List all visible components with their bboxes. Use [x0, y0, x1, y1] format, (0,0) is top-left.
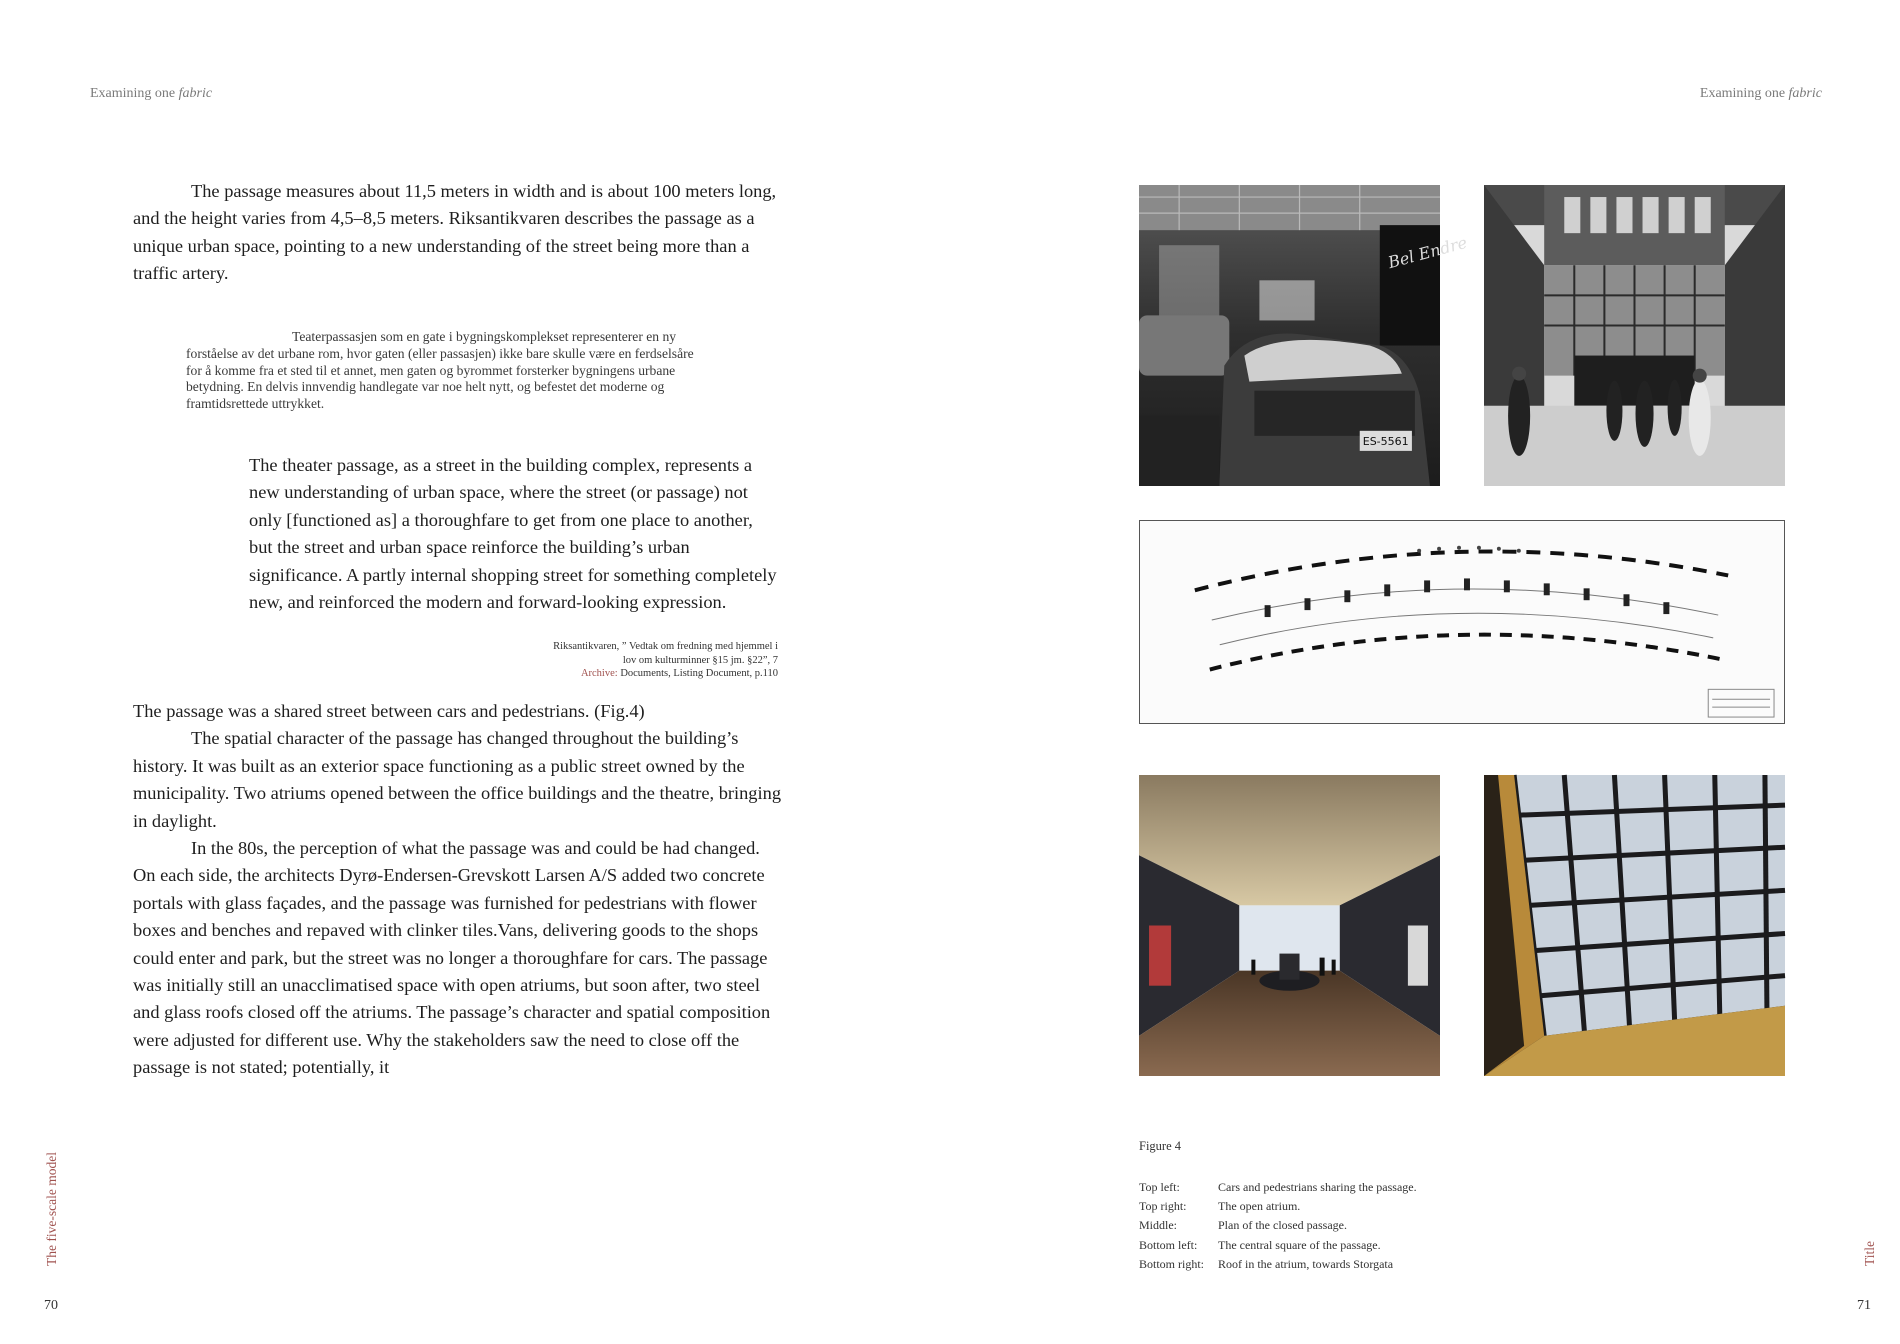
caption-text: Plan of the closed passage.	[1218, 1218, 1347, 1233]
caption-row	[1139, 1216, 1417, 1235]
caption-key: Top left:	[1139, 1180, 1180, 1194]
archive-text: Documents, Listing Document, p.110	[620, 668, 778, 680]
paragraph-text: The passage measures about 11,5 meters in width and is about 100 meters long, and the height varies from 4,5–8,5 meters. Riksantikvaren describes the passage as a unique urban space, pointing to a new understanding of the street being more than a traffic artery.	[133, 181, 777, 284]
photo-atrium-roof	[1484, 775, 1785, 1076]
photo-cars-in-passage	[1139, 185, 1470, 486]
page-number-left: 70	[44, 1298, 58, 1313]
caption-key: Middle:	[1139, 1218, 1177, 1233]
caption-row	[1139, 1236, 1417, 1255]
side-title-right: Title	[1862, 1240, 1877, 1266]
caption-text: Cars and pedestrians sharing the passage.	[1218, 1180, 1417, 1194]
caption-text: The central square of the passage.	[1218, 1237, 1381, 1252]
paragraph-text: In the 80s, the perception of what the passage was and could be had changed. On each side, the architects Dyrø-Endersen-Grevskott Larsen A/S added two concrete portals with glass façades, and the passage was furnished for pedestrians with flower boxes and benches and repaved with clinker tiles.Vans, delivering goods to the shops could enter and park, but the street was no longer a thoroughfare for cars. The passage was initially still an unacclimatised space with open atriums, but soon after, two steel and glass roofs closed off the atriums. The passage’s character and spatial composition were adjusted for different use. Why the stakeholders saw the need to close off the passage is not stated; potentially, it	[133, 838, 771, 1078]
photo-plan-drawing	[1139, 520, 1785, 724]
running-head-right-text: Examining one	[1699, 86, 1786, 101]
archive-label: Archive:	[580, 668, 618, 680]
photo-central-square	[1139, 775, 1440, 1076]
paragraph-text: The passage was a shared street between cars and pedestrians. (Fig.4)	[133, 701, 645, 721]
caption-key: Top right:	[1139, 1199, 1187, 1214]
caption-key: Bottom right:	[1139, 1256, 1205, 1271]
running-head-right	[1700, 86, 1822, 102]
quote-norwegian	[186, 329, 706, 413]
running-head-left	[90, 86, 212, 102]
body-paragraph-2	[133, 698, 783, 1082]
caption-row	[1139, 1178, 1417, 1197]
paragraph-text: The spatial character of the passage has changed throughout the building’s history. It was built as an exterior space functioning as a public street owned by the municipality. Two atriums opened between the office buildings and the theatre, bringing in daylight.	[133, 728, 782, 831]
caption-key: Bottom left:	[1139, 1237, 1198, 1252]
caption-row	[1139, 1255, 1417, 1274]
running-head-right-emphasis: fabric	[1788, 86, 1822, 101]
body-paragraph-1	[133, 178, 783, 288]
photo-open-atrium	[1484, 185, 1785, 486]
caption-row	[1139, 1197, 1417, 1216]
plate-text: ES-5561	[1362, 434, 1409, 448]
running-head-left-emphasis: fabric	[178, 86, 213, 101]
citation-line-2: lov om kulturminner §15 jm. §22”, 7	[622, 654, 778, 666]
quote-english	[249, 452, 779, 616]
citation-line-1: Riksantikvaren, ” Vedtak om fredning med hjemmel i	[553, 641, 778, 652]
page-number-right: 71	[1857, 1298, 1871, 1313]
quote-norwegian-text: Teaterpassasjen som en gate i bygningskomplekset representerer en ny forståelse av det urbane rom, hvor gaten (eller passasjen) ikke bare skulle være en ferdselsåre for å komme fra et sted til et annet, men gaten og byrommet forsterker bygningens urbane betydning. En delvis innvendig handlegate var noe helt nytt, og befestet det moderne og framtidsrettede uttrykket.	[186, 329, 694, 412]
caption-text: Roof in the atrium, towards Storgata	[1218, 1256, 1394, 1271]
running-head-left-text: Examining one	[90, 86, 176, 101]
figure-label: Figure 4	[1139, 1139, 1182, 1153]
quote-english-text: The theater passage, as a street in the building complex, represents a new understanding of urban space, where the street (or passage) not only [functioned as] a thoroughfare to get from one place to another, but the street and urban space reinforce the building’s urban significance. A partly internal shopping street for something completely new, and reinforced the modern and forward-looking expression.	[249, 455, 777, 613]
shop-sign-text: Bel Endre	[1385, 232, 1470, 273]
figure-caption-list	[1139, 1178, 1417, 1274]
citation	[478, 640, 778, 681]
side-title-left: The five-scale model	[44, 1152, 59, 1266]
caption-text: The open atrium.	[1218, 1199, 1301, 1214]
citation-archive	[478, 667, 778, 681]
